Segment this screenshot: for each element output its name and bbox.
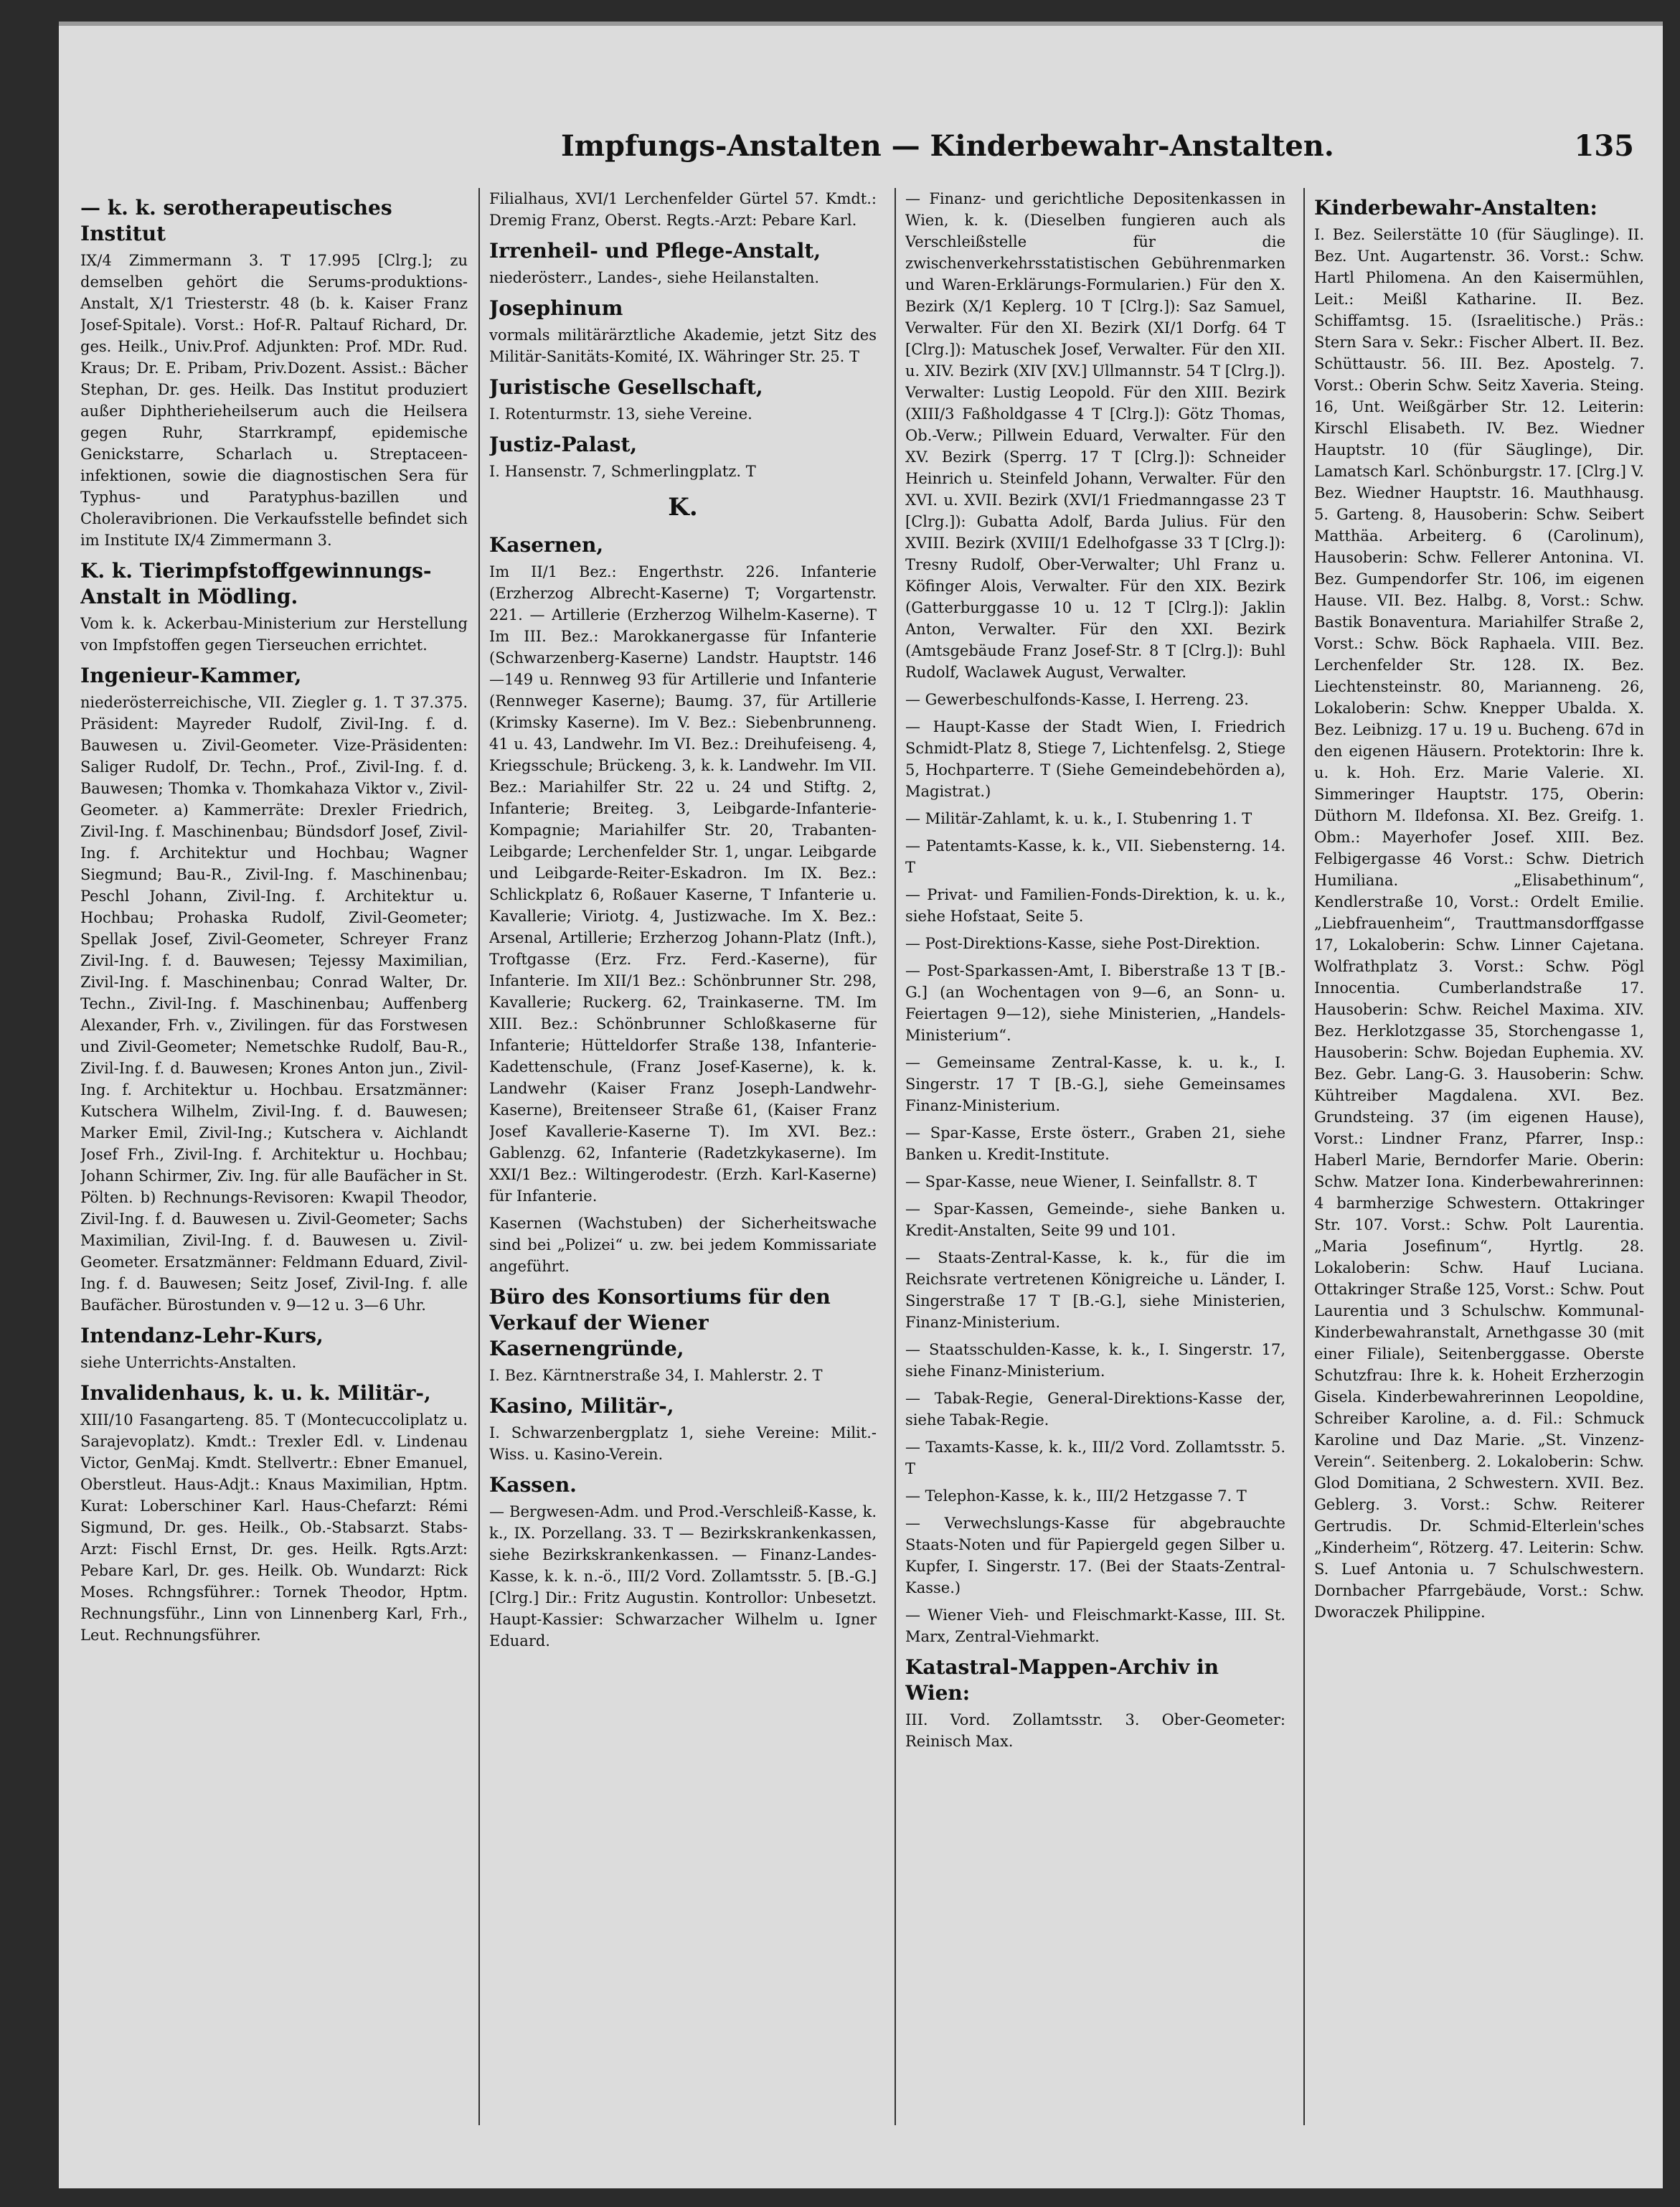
column-rule: [478, 188, 480, 2125]
entry-text: — Post-Sparkassen-Amt, I. Biberstraße 13 T [B.-G.] (an Wochentagen von 9—6, an Sonn- u. Feiertagen 9—12), siehe Ministerien, „Handels-Ministerium“.: [905, 962, 1285, 1044]
entry-text: Kasernen (Wachstuben) der Sicherheitswache sind bei „Polizei“ u. zw. bei jedem Kommissariate angeführt.: [489, 1215, 877, 1275]
entry-text: I. Rotenturmstr. 13, siehe Vereine.: [489, 405, 752, 423]
entry-text: — Spar-Kasse, Erste österr., Graben 21, siehe Banken u. Kredit-Institute.: [905, 1124, 1285, 1163]
entry-text: I. Bez. Seilerstätte 10 (für Säuglinge). II. Bez. Unt. Augartenstr. 36. Vorst.: Schw. Hartl Philomena. An den Kaisermühlen, Leit.: Meißl Katharine. II. Bez. Schiffamtsg. 15. (Israelitische.) Präs.: Stern Sara v. Sekr.: Fischer Albert. II. Bez. Schüttaustr. 56. III. Bez. Apostelg. 7. Vorst.: Oberin Schw. Seitz Xaveria. Steing. 16, Unt. Weißgärber Str. 12. Leiterin: Kirschl Elisabeth. IV. Bez. Wiedner Hauptstr. 10 (für Säuglinge), Dir. Lamatsch Karl. Schönburgstr. 17. [Clrg.] V. Bez. Wiedner Hauptstr. 16. Mauthhausg. 5. Garteng. 8, Hausoberin: Schw. Seibert Matthäa. Arbeiterg. 6 (Carolinum), Hausoberin: Schw. Fellerer Antonina. VI. Bez. Gumpendorfer Str. 106, im eigenen Hause. VII. Bez. Halbg. 8, Vorst.: Schw. Bastik Bonaventura. Mariahilfer Straße 2, Vorst.: Schw. Böck Raphaela. VIII. Bez. Lerchenfelder Str. 128. IX. Bez. Liechtensteinstr. 80, Marianneng. 26, Lokaloberin: Schw. Knepper Ubalda. X. Bez. Leibnizg. 17 u. 19 u. Bucheng. 67d in den eigenen Häusern. Protektorin: Ihre k. u. k. Hoh. Erz. Marie Valerie. XI. Simmeringer Hauptstr. 175, Oberin: Düthorn M. Ildefonsa. XI. Bez. Greifg. 1. Obm.: Mayerhofer Josef. XIII. Bez. Felbigergasse 46 Vorst.: Schw. Dietrich Humiliana. „Elisabethinum“, Kendlerstraße 10, Vorst.: Ordelt Emilie. „Liebfrauenheim“, Trauttmansdorffgasse 17, Lokaloberin: Schw. Linner Cajetana. Wolfrathplatz 3. Vorst.: Schw. Pögl Innocentia. Cumberlandstraße 17. Hausoberin: Schw. Reichel Maxima. XIV. Bez. Herklotzgasse 35, Storchengasse 1, Hausoberin: Schw. Bojedan Euphemia. XV. Bez. Gebr. Lang-G. 3. Hausoberin: Schw. Kühtreiber Magdalena. XVI. Bez. Grundsteing. 37 (im eigenen Hause), Vorst.: Lindner Franz, Pfarrer, Insp.: Haberl Marie, Berndorfer Marie. Oberin: Schw. Matzer Iona. Kinderbewahrerinnen: 4 barmherzige Schwestern. Ottakringer Str. 107. Vorst.: Schw. Polt Laurentia. „Maria Josefinum“, Hyrtlg. 28. Lokaloberin: Schw. Hauf Luciana. Ottakringer Straße 125, Vorst.: Schw. Pout Laurentia und 3 Schulschw. Kommunal-Kinderbewahranstalt, Arnethgasse 30 (mit einer Filiale), Seitenberggasse. Oberste Schutzfrau: Ihre k. k. Hoheit Erzherzogin Gisela. Kinderbewahrerinnen Leopoldine, Schreiber Karoline, a. d. Fil.: Schmuck Karoline und Daz Marie. „St. Vinzenz-Verein“. Seitenberg. 2. Lokaloberin: Schw. Glod Domitiana, 2 Schwestern. XVII. Bez. Geblerg. 3. Vorst.: Schw. Reiterer Gertrudis. Dr. Schmid-Elterlein'sches „Kinderheim“, Rötzerg. 47. Leiterin: Schw. S. Luef Antonia u. 7 Schulschwestern. Dornbacher Pfarrgebäude, Vorst.: Schw. Dworaczek Philippine.: [1314, 226, 1644, 1621]
entry-text: III. Vord. Zollamtsstr. 3. Ober-Geometer: Reinisch Max.: [905, 1711, 1285, 1750]
entry-text: niederösterr., Landes-, siehe Heilanstalten.: [489, 269, 820, 286]
text-column-4: [1314, 188, 1644, 2140]
entry-heading: Kinderbewahr-Anstalten:: [1314, 196, 1598, 220]
entry-text: — Tabak-Regie, General-Direktions-Kasse der, siehe Tabak-Regie.: [905, 1390, 1285, 1429]
column-rule: [1303, 188, 1305, 2125]
entry-text: — Wiener Vieh- und Fleischmarkt-Kasse, III. St. Marx, Zentral-Viehmarkt.: [905, 1606, 1285, 1645]
page-number: 135: [1574, 129, 1634, 163]
entry-heading: Kasino, Militär-,: [489, 1394, 674, 1418]
entry-text: — Privat- und Familien-Fonds-Direktion, k. u. k., siehe Hofstaat, Seite 5.: [905, 886, 1285, 925]
scan-edge: [59, 22, 1663, 26]
entry-text: — Militär-Zahlamt, k. u. k., I. Stubenring 1. T: [905, 810, 1252, 827]
entry-heading: Büro des Konsortiums für den Verkauf der Wiener Kasernengründe,: [489, 1285, 831, 1360]
entry-text: I. Schwarzenbergplatz 1, siehe Vereine: Milit.-Wiss. u. Kasino-Verein.: [489, 1424, 877, 1463]
running-title: Impfungs-Anstalten — Kinderbewahr-Anstalten.: [561, 129, 1334, 163]
entry-text: — Spar-Kassen, Gemeinde-, siehe Banken u. Kredit-Anstalten, Seite 99 und 101.: [905, 1200, 1285, 1239]
section-letter: K.: [668, 493, 698, 522]
entry-text: I. Bez. Kärntnerstraße 34, I. Mahlerstr. 2. T: [489, 1367, 823, 1384]
entry-text: — Telephon-Kasse, k. k., III/2 Hetzgasse 7. T: [905, 1487, 1247, 1505]
entry-text: Im II/1 Bez.: Engerthstr. 226. Infanterie (Erzherzog Albrecht-Kaserne) T; Vorgartenstr. 221. — Artillerie (Erzherzog Wilhelm-Kaserne). T Im III. Bez.: Marokkanergasse für Infanterie (Schwarzenberg-Kaserne) Landstr. Hauptstr. 146—149 u. Rennweg 93 für Artillerie und Infanterie (Rennweger Kaserne); Baumg. 37, für Artillerie (Krimsky Kaserne). Im V. Bez.: Siebenbrunneng. 41 u. 43, Landwehr. Im VI. Bez.: Dreihufeiseng. 4, Kriegsschule; Brückeng. 3, k. k. Landwehr. Im VII. Bez.: Mariahilfer Str. 22 u. 24 und Stiftg. 2, Infanterie; Breiteg. 3, Leibgarde-Infanterie-Kompagnie; Mariahilfer Str. 20, Trabanten-Leibgarde; Lerchenfelder Str. 1, ungar. Leibgarde und Leibgarde-Reiter-Eskadron. Im IX. Bez.: Schlickplatz 6, Roßauer Kaserne, T Infanterie u. Kavallerie; Viriotg. 4, Justizwache. Im X. Bez.: Arsenal, Artillerie; Erzherzog Johann-Platz (Inft.), Troftgasse (Erz. Frz. Ferd.-Kaserne), für Infanterie. Im XII/1 Bez.: Schönbrunner Str. 298, Kavallerie; Ruckerg. 62, Trainkaserne. TM. Im XIII. Bez.: Schönbrunner Schloßkaserne für Infanterie; Hütteldorfer Straße 138, Infanterie-Kadettenschule, (Franz Josef-Kaserne), k. k. Landwehr (Kaiser Franz Joseph-Landwehr-Kaserne), Breitenseer Straße 61, (Kaiser Franz Josef Kavallerie-Kaserne T). Im XVI. Bez.: Gablenzg. 62, Infanterie (Radetzkykaserne). Im XXI/1 Bez.: Wiltingerodestr. (Erzh. Karl-Kaserne) für Infanterie.: [489, 563, 877, 1205]
text-column-2: [489, 188, 877, 2140]
entry-text: XIII/10 Fasangarteng. 85. T (Montecuccoliplatz u. Sarajevoplatz). Kmdt.: Trexler Edl. v. Lindenau Victor, GenMaj. Kmdt. Stellvertr.: Ebner Emanuel, Oberstleut. Haus-Adjt.: Knaus Maximilian, Hptm. Kurat: Loberschiner Karl. Haus-Chefarzt: Rémi Sigmund, Dr. ges. Heilk., Ob.-Stabsarzt. Stabs-Arzt: Fischl Ernst, Dr. ges. Heilk. Rgts.Arzt: Pebare Karl, Dr. ges. Heilk. Ob. Wundarzt: Rick Moses. Rchngsführer.: Tornek Theodor, Hptm. Rechnungsführ., Linn von Linnenberg Karl, Frh., Leut. Rechnungsführer.: [80, 1411, 468, 1644]
entry-text: — Haupt-Kasse der Stadt Wien, I. Friedrich Schmidt-Platz 8, Stiege 7, Lichtenfelsg. 2, Stiege 5, Hochparterre. T (Siehe Gemeindebehörden a), Magistrat.): [905, 718, 1285, 800]
entry-text: — Taxamts-Kasse, k. k., III/2 Vord. Zollamtsstr. 5. T: [905, 1439, 1285, 1477]
entry-text: vormals militärärztliche Akademie, jetzt Sitz des Militär-Sanitäts-Komité, IX. Währinger Str. 25. T: [489, 326, 877, 365]
entry-text: — Gemeinsame Zentral-Kasse, k. u. k., I. Singerstr. 17 T [B.-G.], siehe Gemeinsames Finanz-Ministerium.: [905, 1054, 1285, 1114]
entry-heading: Josephinum: [489, 296, 623, 320]
entry-heading: Kassen.: [489, 1473, 577, 1497]
entry-text: niederösterreichische, VII. Ziegler g. 1. T 37.375. Präsident: Mayreder Rudolf, Zivil-Ing. f. d. Bauwesen u. Zivil-Geometer. Vize-Präsidenten: Saliger Rudolf, Dr. Techn., Prof., Zivil-Ing. f. d. Bauwesen; Thomka v. Thomkahaza Viktor v., Zivil-Geometer. a) Kammerräte: Drexler Friedrich, Zivil-Ing. f. Maschinenbau; Bündsdorf Josef, Zivil-Ing. f. Architektur und Hochbau; Wagner Siegmund; Bau-R., Zivil-Ing. f. Maschinenbau; Peschl Johann, Zivil-Ing. f. Architektur u. Hochbau; Prohaska Rudolf, Zivil-Geometer; Spellak Josef, Zivil-Geometer, Schreyer Franz Zivil-Ing. f. d. Bauwesen; Tejessy Maximilian, Zivil-Ing. f. Maschinenbau; Conrad Walter, Dr. Techn., Zivil-Ing. f. Maschinenbau; Auffenberg Alexander, Frh. v., Zivilingen. für das Forstwesen und Zivil-Geometer; Nemetschke Rudolf, Bau-R., Zivil-Ing. f. d. Bauwesen; Krones Anton jun., Zivil-Ing. f. Architektur u. Hochbau. Ersatzmänner: Kutschera Wilhelm, Zivil-Ing. f. d. Bauwesen; Marker Emil, Zivil-Ing.; Kutschera v. Aichlandt Josef Frh., Zivil-Ing. f. Architektur u. Hochbau; Johann Schirmer, Ziv. Ing. für alle Baufächer in St. Pölten. b) Rechnungs-Revisoren: Kwapil Theodor, Zivil-Ing. f. d. Bauwesen u. Zivil-Geometer; Sachs Maximilian, Zivil-Ing. f. d. Bauwesen u. Zivil-Geometer. Ersatzmänner: Feldmann Eduard, Zivil-Ing. f. d. Bauwesen; Seitz Josef, Zivil-Ing. f. alle Baufächer. Bürostunden v. 9—12 u. 3—6 Uhr.: [80, 694, 468, 1314]
entry-text: — Staats-Zentral-Kasse, k. k., für die im Reichsrate vertretenen Königreiche u. Länder, I. Singerstraße 17 T [B.-G.], siehe Ministerien, Finanz-Ministerium.: [905, 1249, 1285, 1331]
entry-heading: Intendanz-Lehr-Kurs,: [80, 1324, 324, 1347]
entry-text: — Verwechslungs-Kasse für abgebrauchte Staats-Noten und für Papiergeld gegen Silber u. Kupfer, I. Singerstr. 17. (Bei der Staats-Zentral-Kasse.): [905, 1515, 1285, 1596]
entry-heading: Juristische Gesellschaft,: [489, 375, 763, 399]
entry-heading: Invalidenhaus, k. u. k. Militär-,: [80, 1381, 431, 1405]
entry-text: siehe Unterrichts-Anstalten.: [80, 1354, 297, 1371]
text-column-1: [80, 188, 468, 2140]
column-rule: [895, 188, 896, 2125]
page-header: [59, 129, 1663, 172]
book-page: [59, 22, 1663, 2188]
entry-heading: Irrenheil- und Pflege-Anstalt,: [489, 239, 821, 263]
entry-text: — Finanz- und gerichtliche Depositenkassen in Wien, k. k. (Dieselben fungieren auch als Verschleißstelle für die zwischenverkehrsstatistischen Gebührenmarken und Waren-Erklärungs-Formularien.) Für den X. Bezirk (X/1 Keplerg. 10 T [Clrg.]): Saz Samuel, Verwalter. Für den XI. Bezirk (XI/1 Dorfg. 64 T [Clrg.]): Matuschek Josef, Verwalter. Für den XII. u. XIV. Bezirk (XIV [XV.] Ullmannstr. 54 T [Clrg.]). Verwalter: Lustig Leopold. Für den XIII. Bezirk (XIII/3 Faßholdgasse 4 T [Clrg.]): Götz Thomas, Ob.-Verw.; Pillwein Eduard, Verwalter. Für den XV. Bezirk (Sperrg. 17 T [Clrg.]): Schneider Heinrich u. Steinfeld Johann, Verwalter. Für den XVI. u. XVII. Bezirk (XVI/1 Friedmanngasse 23 T [Clrg.]): Gubatta Adolf, Barda Julius. Für den XVIII. Bezirk (XVIII/1 Edelhofgasse 33 T [Clrg.]): Tresny Rudolf, Ober-Verwalter; Uhl Franz u. Köfinger Alois, Verwalter. Für den XIX. Bezirk (Gatterburggasse 10 u. 12 T [Clrg.]): Jaklin Anton, Verwalter. Für den XXI. Bezirk (Amtsgebäude Franz Josef-Str. 8 T [Clrg.]): Buhl Rudolf, Waclawek August, Verwalter.: [905, 190, 1285, 681]
entry-text: Vom k. k. Ackerbau-Ministerium zur Herstellung von Impfstoffen gegen Tierseuchen errichtet.: [80, 615, 468, 654]
entry-text: — Patentamts-Kasse, k. k., VII. Siebensterng. 14. T: [905, 837, 1285, 876]
entry-text: — Gewerbeschulfonds-Kasse, I. Herreng. 23.: [905, 691, 1249, 708]
entry-text: — Staatsschulden-Kasse, k. k., I. Singerstr. 17, siehe Finanz-Ministerium.: [905, 1341, 1285, 1380]
text-column-3: [905, 188, 1285, 2140]
entry-heading: — k. k. serotherapeutisches Institut: [80, 196, 392, 245]
entry-heading: K. k. Tierimpfstoffgewinnungs-Anstalt in Mödling.: [80, 559, 432, 608]
entry-heading: Kasernen,: [489, 533, 604, 557]
entry-text: IX/4 Zimmermann 3. T 17.995 [Clrg.]; zu demselben gehört die Serums-produktions-Anstalt, X/1 Triesterstr. 48 (b. k. Kaiser Franz Josef-Spitale). Vorst.: Hof-R. Paltauf Richard, Dr. ges. Heilk., Univ.Prof. Adjunkten: Prof. MDr. Rud. Kraus; Dr. E. Pribam, Priv.Dozent. Assist.: Bächer Stephan, Dr. ges. Heilk. Das Institut produziert außer Diphtherieheilserum auch die Heilsera gegen Ruhr, Starrkrampf, epidemische Genickstarre, Scharlach u. Streptaceen-infektionen, sowie die diagnostischen Sera für Typhus- und Paratyphus-bazillen und Choleravibrionen. Die Verkaufsstelle befindet sich im Institute IX/4 Zimmermann 3.: [80, 252, 468, 549]
entry-heading: Ingenieur-Kammer,: [80, 664, 302, 687]
entry-text: — Post-Direktions-Kasse, siehe Post-Direktion.: [905, 935, 1260, 952]
entry-text: Filialhaus, XVI/1 Lerchenfelder Gürtel 57. Kmdt.: Dremig Franz, Oberst. Regts.-Arzt: Pebare Karl.: [489, 190, 877, 229]
entry-text: I. Hansenstr. 7, Schmerlingplatz. T: [489, 463, 756, 480]
entry-heading: Katastral-Mappen-Archiv in Wien:: [905, 1655, 1219, 1705]
entry-heading: Justiz-Palast,: [489, 433, 638, 456]
entry-text: — Bergwesen-Adm. und Prod.-Verschleiß-Kasse, k. k., IX. Porzellang. 33. T — Bezirkskrankenkassen, siehe Bezirkskrankenkassen. — Finanz-Landes-Kasse, k. k. n.-ö., III/2 Vord. Zollamtsstr. 5. [B.-G.] [Clrg.] Dir.: Fritz Augustin. Kontrollor: Unbesetzt. Haupt-Kassier: Schwarzacher Wilhelm u. Igner Eduard.: [489, 1503, 877, 1650]
entry-text: — Spar-Kasse, neue Wiener, I. Seinfallstr. 8. T: [905, 1173, 1257, 1190]
